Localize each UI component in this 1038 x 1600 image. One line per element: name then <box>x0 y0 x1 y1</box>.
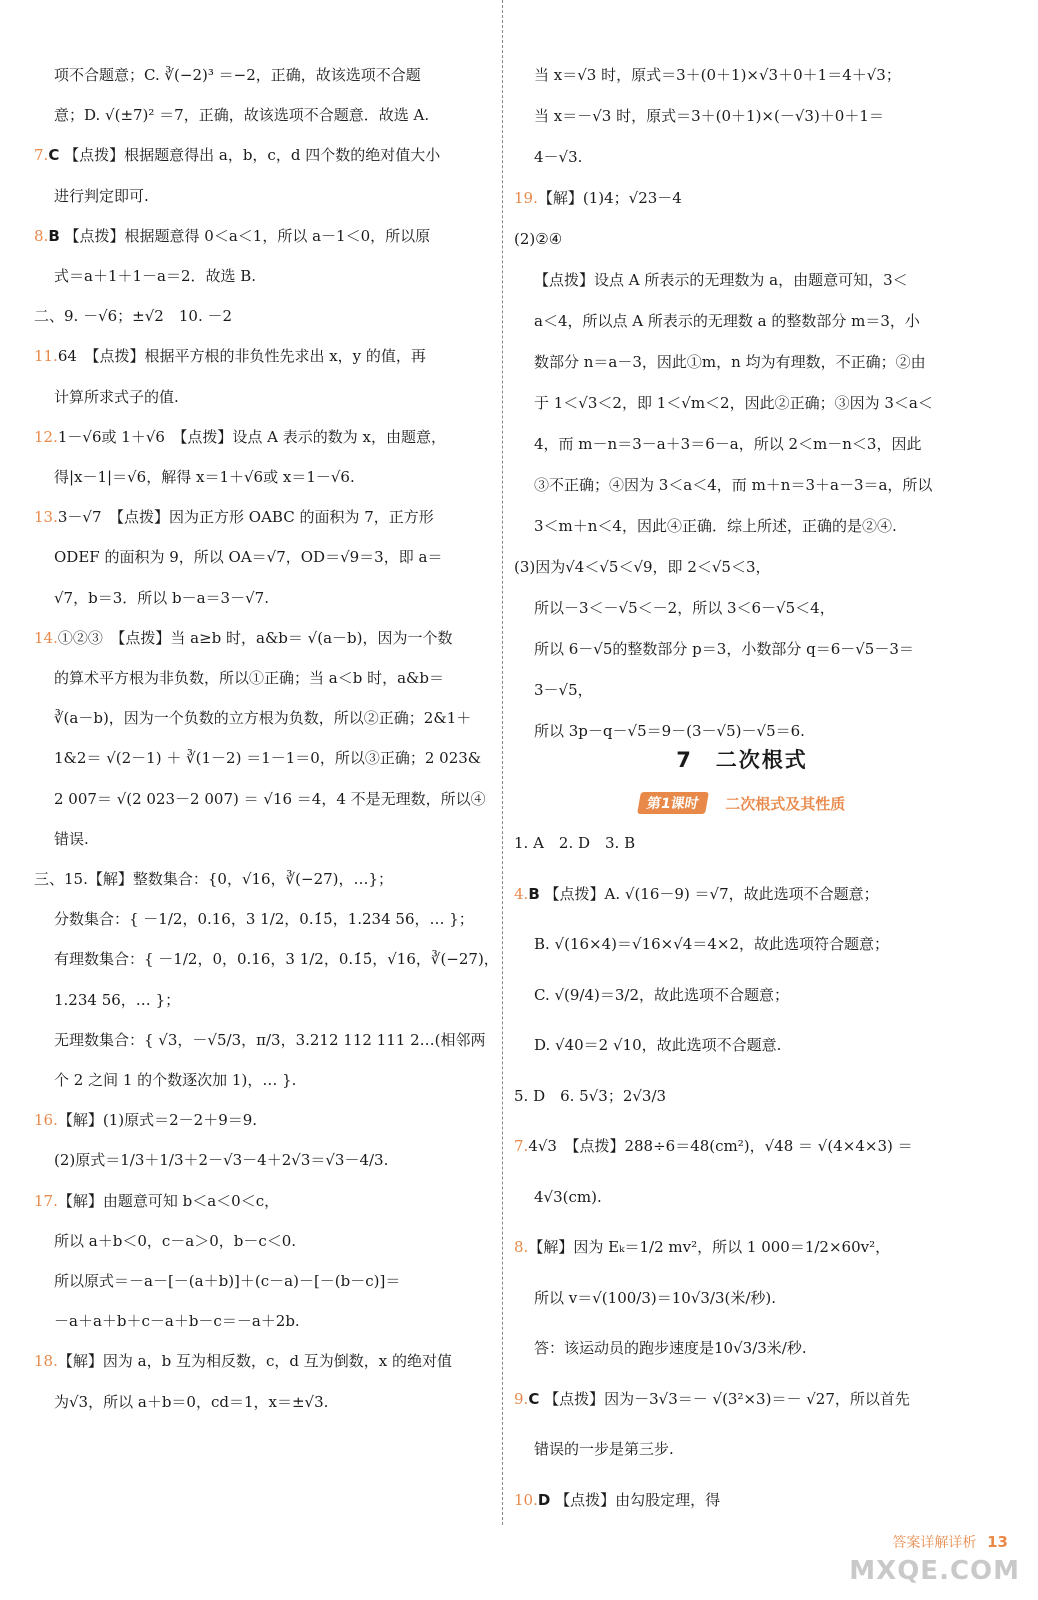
line-text: (3)因为√4＜√5＜√9，即 2＜√5＜3， <box>514 558 771 576</box>
lesson-header <box>514 792 970 814</box>
answer-letter: C <box>528 1389 540 1408</box>
text-line <box>34 144 440 166</box>
text-line <box>34 868 393 890</box>
line-text: 【点拨】A. √(16－9) ＝√7，故此选项不合题意； <box>544 884 879 903</box>
question-number: 7. <box>514 1137 529 1155</box>
text-line <box>534 1034 781 1056</box>
text-line <box>54 788 486 810</box>
text-line <box>54 908 474 930</box>
line-text: 【解】由题意可知 b＜a＜0＜c， <box>57 1191 280 1210</box>
question-number: 16. <box>34 1111 58 1130</box>
text-line <box>54 1069 296 1091</box>
text-line <box>514 187 682 209</box>
line-text: ③不正确；④因为 3＜a＜4，而 m＋n＝3＋a－3＝a，所以 <box>534 476 933 494</box>
text-line <box>54 265 256 287</box>
text-line <box>534 638 914 660</box>
question-number: 10. <box>514 1490 538 1509</box>
line-text: 三、15.【解】整数集合：{0，√16，∛(−27)，…}； <box>34 870 394 888</box>
line-text: 计算所求式子的值. <box>54 387 179 406</box>
line-text: 得|x－1|＝√6，解得 x＝1＋√6或 x＝1－√6. <box>54 468 355 486</box>
text-line <box>534 392 933 414</box>
line-text: 错误. <box>54 829 89 848</box>
text-line <box>34 305 232 327</box>
text-line <box>534 1287 776 1309</box>
text-line <box>534 351 926 373</box>
text-line <box>54 546 442 568</box>
answer-letter: C <box>48 146 60 165</box>
line-text: 1. A 2. D 3. B <box>514 834 636 852</box>
text-line <box>54 1029 485 1051</box>
line-text: 4，而 m－n＝3－a＋3＝6－a，所以 2＜m－n＜3，因此 <box>534 435 922 453</box>
text-line <box>34 225 430 247</box>
text-line <box>54 587 269 609</box>
text-line <box>534 310 920 332</box>
text-line <box>54 828 89 850</box>
text-line <box>54 747 481 769</box>
text-line <box>534 64 901 86</box>
line-text: 【点拨】因为－3√3＝－ √(3²×3)＝－ √27，所以首先 <box>544 1389 910 1408</box>
text-line <box>54 386 179 408</box>
lesson-title: 二次根式及其性质 <box>725 794 846 813</box>
line-text: 3－√5， <box>534 681 593 699</box>
text-line <box>534 679 593 701</box>
text-line <box>54 1391 328 1413</box>
line-text: 【解】因为 Eₖ＝1/2 mv²，所以 1 000＝1/2×60v²， <box>528 1238 891 1256</box>
text-line <box>54 707 471 729</box>
question-number: 8. <box>34 226 49 245</box>
question-number: 14. <box>34 628 58 647</box>
text-line <box>54 185 149 207</box>
text-line <box>514 556 771 578</box>
text-line <box>54 989 180 1011</box>
text-line <box>514 1236 890 1258</box>
line-text: 式＝a＋1＋1－a＝2．故选 B. <box>54 267 257 285</box>
line-text: (2)原式＝1/3＋1/3＋2－√3－4＋2√3＝√3－4/3. <box>54 1151 389 1170</box>
question-number: 9. <box>514 1389 529 1408</box>
text-line <box>54 1149 388 1171</box>
line-text: 1－√6或 1＋√6 【点拨】设点 A 表示的数为 x，由题意， <box>57 427 447 446</box>
line-text: (2)②④ <box>514 230 563 248</box>
line-text: C. √(9/4)＝3/2，故此选项不合题意； <box>534 985 790 1004</box>
line-text: 分数集合：{ －1/2，0.16，3 1/2，0.1̇5̇，1.234 56，… }； <box>54 910 474 929</box>
line-text: 【点拨】设点 A 所表示的无理数为 a，由题意可知，3＜ <box>534 271 908 289</box>
text-line <box>34 1109 257 1131</box>
line-text: 【点拨】根据题意得出 a，b，c，d 四个数的绝对值大小 <box>64 146 441 165</box>
question-number: 8. <box>514 1238 529 1256</box>
text-line <box>514 832 635 854</box>
line-text: 64 【点拨】根据平方根的非负性先求出 x，y 的值，再 <box>57 347 426 366</box>
question-number: 13. <box>34 508 58 527</box>
text-line <box>534 1186 602 1208</box>
line-text: 3－√7 【点拨】因为正方形 OABC 的面积为 7，正方形 <box>57 508 434 527</box>
line-text: 【解】(1)4；√23－4 <box>537 189 682 207</box>
text-line <box>34 345 426 367</box>
line-text: 【解】(1)原式＝2－2＋9＝9. <box>57 1111 258 1130</box>
text-line <box>54 667 444 689</box>
text-line <box>54 104 429 126</box>
line-text: 意；D. √(±7)² ＝7，正确，故该选项不合题意．故选 A. <box>54 106 430 125</box>
line-text: 答：该运动员的跑步速度是10√3/3米/秒. <box>534 1339 807 1357</box>
text-line <box>534 474 932 496</box>
text-line <box>54 1230 296 1252</box>
text-line <box>534 720 805 742</box>
line-text: 【解】因为 a，b 互为相反数，c，d 互为倒数，x 的绝对值 <box>57 1352 452 1371</box>
question-number: 7. <box>34 146 49 165</box>
text-line <box>514 883 879 905</box>
line-text: 进行判定即可. <box>54 186 149 205</box>
line-text: 数部分 n＝a－3，因此①m，n 均为有理数，不正确；②由 <box>534 353 926 371</box>
line-text: 项不合题意；C. ∛(−2)³ ＝−2，正确，故该选项不合题 <box>54 66 421 84</box>
line-text: 4√3 【点拨】288÷6＝48(cm²)，√48 ＝ √(4×4×3) ＝ <box>528 1137 913 1155</box>
line-text: 5. D 6. 5√3；2√3/3 <box>514 1086 667 1105</box>
line-text: 2 007＝ √(2 023－2 007) ＝ √16 ＝4，4 不是无理数，所以④ <box>54 789 486 808</box>
text-line <box>54 948 499 970</box>
line-text: 1&2＝ √(2－1) ＋ ∛(1－2) ＝1－1＝0，所以③正确；2 023& <box>54 749 482 768</box>
question-number: 19. <box>514 189 538 207</box>
line-text: 3＜m＋n＜4，因此④正确．综上所述，正确的是②④. <box>534 517 897 535</box>
line-text: 4√3(cm). <box>534 1187 602 1206</box>
question-number: 17. <box>34 1191 58 1210</box>
line-text: 4－√3. <box>534 148 583 166</box>
watermark: MXQE.COM <box>849 1556 1020 1586</box>
line-text: 当 x＝－√3 时，原式＝3＋(0＋1)×(－√3)＋0＋1＝ <box>534 107 884 125</box>
text-line <box>34 1190 279 1212</box>
line-text: 当 x＝√3 时，原式＝3＋(0＋1)×√3＋0＋1＝4＋√3； <box>534 66 901 84</box>
text-line <box>534 146 582 168</box>
text-line <box>534 105 884 127</box>
line-text: 【点拨】根据题意得 0＜a＜1，所以 a－1＜0，所以原 <box>64 226 431 245</box>
text-line <box>34 627 452 649</box>
column-divider <box>502 0 503 1525</box>
page-number: 13 <box>987 1533 1008 1551</box>
text-line <box>54 64 421 86</box>
footer <box>892 1532 1008 1552</box>
text-line <box>514 1135 913 1157</box>
line-text: 为√3，所以 a＋b＝0，cd＝1，x＝±√3. <box>54 1392 329 1411</box>
line-text: 所以－3＜－√5＜－2，所以 3＜6－√5＜4， <box>534 599 835 617</box>
line-text: －a＋a＋b＋c－a＋b－c＝－a＋2b. <box>54 1312 300 1331</box>
text-line <box>534 1438 674 1460</box>
text-line <box>514 1489 720 1511</box>
lesson-badge: 第1课时 <box>637 792 709 814</box>
text-line <box>514 228 562 250</box>
question-number: 4. <box>514 884 529 903</box>
line-text: 所以 3p－q－√5＝9－(3－√5)－√5＝6. <box>534 722 805 740</box>
text-line <box>34 1350 452 1372</box>
line-text: 所以 v＝√(100/3)＝10√3/3(米/秒). <box>534 1288 777 1307</box>
question-number: 12. <box>34 427 58 446</box>
line-text: 【点拨】由勾股定理，得 <box>555 1490 721 1509</box>
line-text: 无理数集合：{ √3，－√5/3，π/3，3.212 112 111 2…(相邻两 <box>54 1030 486 1049</box>
text-line <box>54 1310 300 1332</box>
line-text: 有理数集合：{ －1/2，0，0.16，3 1/2，0.1̇5̇，√16，∛(−27)， <box>54 950 499 969</box>
text-line <box>34 506 434 528</box>
line-text: 二、9. －√6；±√2 10. －2 <box>34 307 233 326</box>
line-text: 所以原式＝－a－[－(a＋b)]＋(c－a)－[－(b－c)]＝ <box>54 1272 401 1290</box>
text-line <box>514 1388 910 1410</box>
line-text: 于 1＜√3＜2，即 1＜√m＜2，因此②正确；③因为 3＜a＜ <box>534 394 933 412</box>
line-text: a＜4，所以点 A 所表示的无理数 a 的整数部分 m＝3，小 <box>534 312 920 330</box>
text-line <box>534 433 921 455</box>
line-text: ODEF 的面积为 9，所以 OA＝√7，OD＝√9＝3，即 a＝ <box>54 548 443 567</box>
footer-label: 答案详解详析 <box>892 1535 977 1551</box>
line-text: 个 2 之间 1 的个数逐次加 1)，… }. <box>54 1071 297 1089</box>
text-line <box>34 426 446 448</box>
line-text: 错误的一步是第三步. <box>534 1440 674 1458</box>
text-line <box>534 984 789 1006</box>
text-line <box>54 466 355 488</box>
section-title: 7 二次根式 <box>676 748 808 772</box>
answer-letter: D <box>537 1490 551 1509</box>
line-text: 的算术平方根为非负数，所以①正确；当 a＜b 时，a&b＝ <box>54 669 444 687</box>
text-line <box>534 515 897 537</box>
answer-letter: B <box>528 884 540 903</box>
text-line <box>534 1337 807 1359</box>
line-text: 1.234 56，… }； <box>54 990 181 1009</box>
text-line <box>54 1270 400 1292</box>
text-line <box>514 1085 666 1107</box>
text-line <box>534 597 835 619</box>
text-line <box>534 269 908 291</box>
question-number: 18. <box>34 1352 58 1371</box>
line-text: B. √(16×4)＝√16×√4＝4×2，故此选项符合题意； <box>534 935 889 953</box>
line-text: D. √40＝2 √10，故此选项不合题意. <box>534 1036 782 1054</box>
line-text: ①②③ 【点拨】当 a≥b 时，a&b＝ √(a－b)，因为一个数 <box>57 628 453 647</box>
answer-letter: B <box>48 226 60 245</box>
question-number: 11. <box>34 347 58 366</box>
line-text: 所以 a＋b＜0，c－a＞0，b－c＜0. <box>54 1231 297 1250</box>
line-text: ∛(a－b)，因为一个负数的立方根为负数，所以②正确；2&1＋ <box>54 709 472 728</box>
line-text: √7，b＝3．所以 b－a＝3－√7. <box>54 588 269 607</box>
line-text: 所以 6－√5的整数部分 p＝3，小数部分 q＝6－√5－3＝ <box>534 640 914 658</box>
text-line <box>534 933 889 955</box>
